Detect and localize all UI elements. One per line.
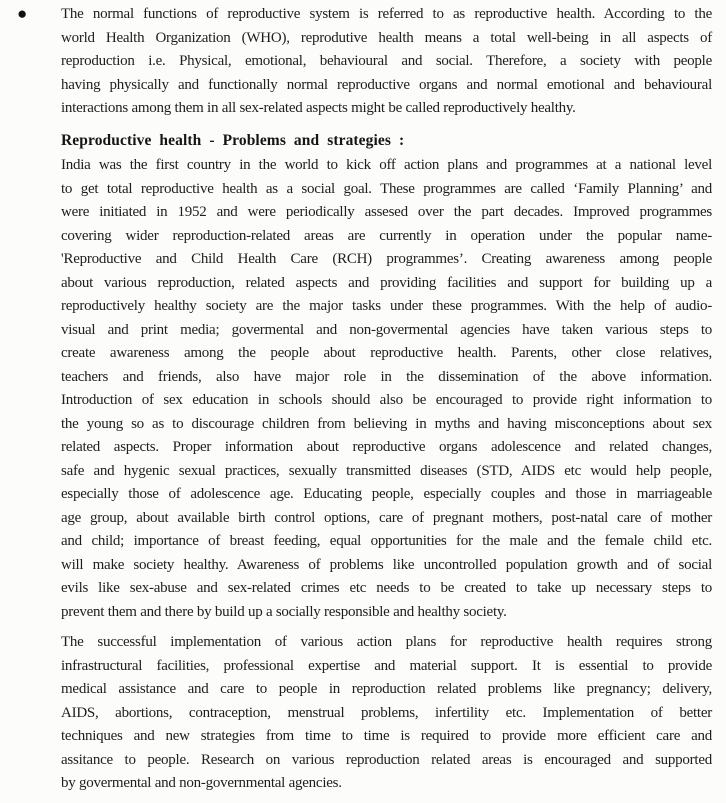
text-line: evils like sex-abuse and sex-related crimes etc needs to be created to take up necessary steps to [61,580,712,596]
text-line: reproduction i.e. Physical, emotional, behavioural and social. Therefore, a society with people [61,53,712,69]
text-line: visual and print media; govermental and non-govermental agencies have taken various steps to [61,321,712,338]
implementation-paragraph [61,631,712,796]
text-line: to get total reproductive health as a social goal. These programmes are called ‘Family Planning’ and [61,180,712,197]
text-line: prevent them and there by build up a socially responsible and healthy society. [61,603,507,620]
text-line: The successful implementation of various action plans for reproductive health requires strong [61,634,712,650]
section-heading: Reproductive health - Problems and strategies : [61,131,405,149]
text-line: infrastructural facilities, professional expertise and material support. It is essential to provide [61,657,712,674]
text-column [61,0,712,796]
text-line: covering wider reproduction-related areas are currently in operation under the popular name- [61,227,712,244]
text-line: by govermental and non-governmental agencies. [61,775,342,791]
text-line: 'Reproductive and Child Health Care (RCH) programmes’. Creating awareness among people [61,251,712,267]
text-line: create awareness among the people about reproductive health. Parents, other close relatives, [61,345,712,361]
text-line: and child; importance of breast feeding, equal opportunities for the male and the female child etc. [61,533,712,549]
text-line: related aspects. Proper information about reproductive organs adolescence and related changes, [61,439,712,455]
text-line: medical assistance and care to people in reproduction related problems like pregnancy; delivery, [61,681,712,697]
text-line: especially those of adolescence age. Educating people, especially couples and those in marriageable [61,486,712,502]
bullet-icon: ● [17,4,28,23]
text-line: having physically and functionally normal reproductive organs and normal emotional and behavioural [61,76,712,93]
text-line: The normal functions of reproductive system is referred to as reproductive health. According to the [61,6,712,22]
text-line: age group, about available birth control options, care of pregnant mothers, post-natal care of mother [61,509,712,526]
text-line: safe and hygenic sexual practices, sexually transmitted diseases (STD, AIDS etc would help people, [61,462,712,479]
text-line: the young so as to discourage children from believing in myths and having misconceptions about sex [61,415,712,432]
text-line: world Health Organization (WHO), reprodutive health means a total well-being in all aspects of [61,29,712,46]
text-line: AIDS, abortions, contraception, menstrual problems, infertility etc. Implementation of better [61,704,712,721]
text-line: about various reproduction, related aspects and providing facilities and support for building up a [61,274,712,291]
text-line: interactions among them in all sex-related aspects might be called reproductively healthy. [61,100,576,116]
intro-paragraph [61,3,712,121]
text-line: India was the first country in the world to kick off action plans and programmes at a national level [61,157,712,173]
text-line: teachers and friends, also have major role in the dissemination of the above information. [61,368,712,385]
text-line: assitance to people. Research on various reproduction related areas is encouraged and supported [61,751,712,768]
text-line: reproductively healthy society are the major tasks under these programmes. With the help of audio- [61,298,712,314]
text-line: were initiated in 1952 and were periodically assesed over the part decades. Improved programmes [61,204,712,220]
text-line: Introduction of sex education in schools should also be encouraged to provide right information to [61,392,712,408]
text-line: will make society healthy. Awareness of problems like uncontrolled population growth and of social [61,556,712,573]
text-line: techniques and new strategies from time to time is required to provide more efficient care and [61,728,712,744]
problems-strategies-paragraph [61,154,712,624]
